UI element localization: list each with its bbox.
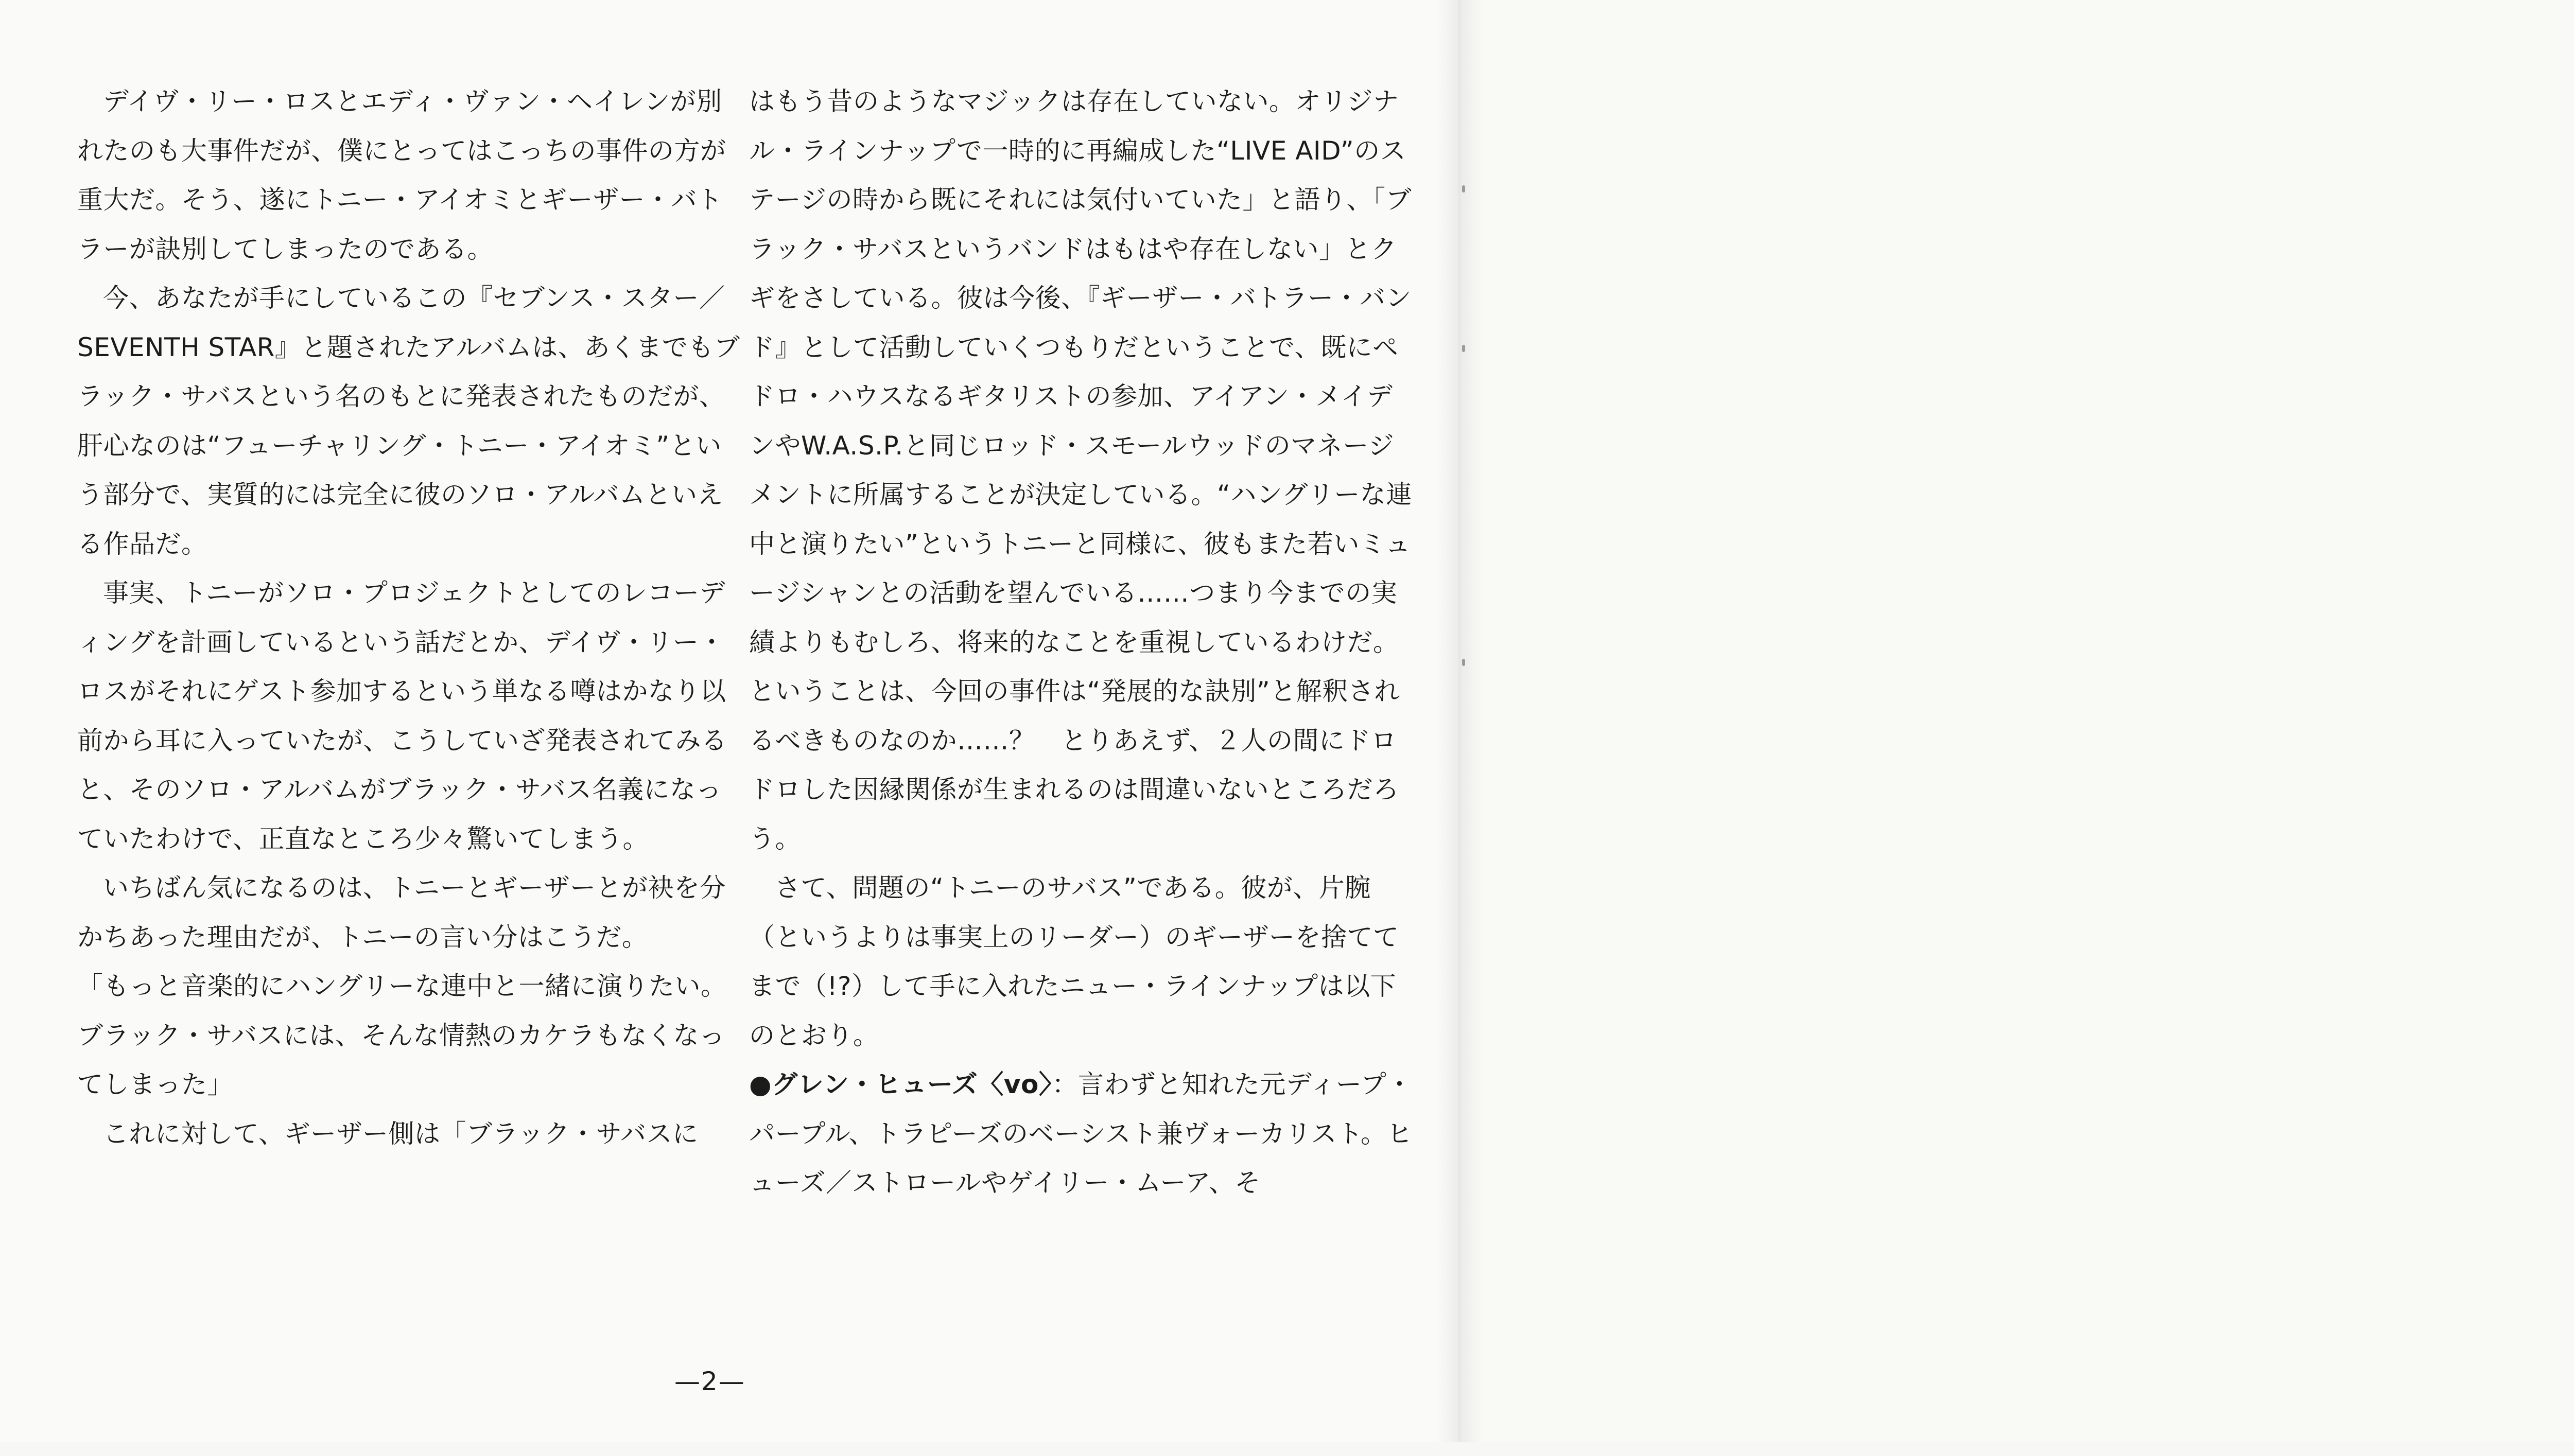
book-gutter-shadow [1436, 0, 1483, 1442]
continued-paragraph: はもう昔のようなマジックは存在していない。オリジナル・ラインナップで一時的に再編成した“LIVE AID”のステージの時から既にそれには気付いていた」と語り、「ブラック・サバスというバンドはもはや存在しない」とクギをさしている。彼は今後、『ギーザー・バトラー・バンド』として活動していくつもりだということで、既にペドロ・ハウスなるギタリストの参加、アイアン・メイデンやW.A.S.P.と同じロッド・スモールウッドのマネージメントに所属することが決定している。“ハングリーな連中と演りたい”というトニーと同様に、彼もまた若いミュージシャンとの活動を望んでいる……つまり今までの実績よりもむしろ、将来的なことを重視しているわけだ。ということは、今回の事件は“発展的な訣別”と解釈されるべきものなのか……？ とりあえず、２人の間にドロドロした因縁関係が生まれるのは間違いないところだろう。 [749, 86, 1412, 854]
text-column-2 [749, 77, 1413, 1208]
paragraph: 今、あなたが手にしているこの『セブンス・スター／SEVENTH STAR』と題されたアルバムは、あくまでもブラック・サバスという名のもとに発表されたものだが、肝心なのは“フューチャリング・トニー・アイオミ”という部分で、実質的には完全に彼のソロ・アルバムといえる作品だ。 [77, 283, 740, 559]
member-name: ●グレン・ヒューズ〈vo〉 [749, 1069, 1052, 1099]
paragraph: いちばん気になるのは、トニーとギーザーとが袂を分かちあった理由だが、トニーの言い分はこうだ。 [77, 873, 726, 952]
paragraph: 事実、トニーがソロ・プロジェクトとしてのレコーディングを計画しているという話だとか、デイヴ・リー・ロスがそれにゲスト参加するという単なる噂はかなり以前から耳に入っていたが、こうしていざ発表されてみると、そのソロ・アルバムがブラック・サバス名義になっていたわけで、正直なところ少々驚いてしまう。 [77, 578, 727, 854]
member-entry [749, 1060, 1413, 1208]
paragraph: デイヴ・リー・ロスとエディ・ヴァン・ヘイレンが別れたのも大事件だが、僕にとってはこっちの事件の方が重大だ。そう、遂にトニー・アイオミとギーザー・バトラーが訣別してしまったのである。 [77, 86, 726, 264]
binding-mark [1462, 185, 1465, 192]
binding-mark [1462, 345, 1465, 352]
member-description: ：言わずと知れた元ディープ・パープル、トラピーズのベーシスト兼ヴォーカリスト。ヒューズ／ストロールやゲイリー・ムーア、そ [749, 1069, 1413, 1198]
binding-mark [1462, 659, 1465, 666]
quote-paragraph: 「もっと音楽的にハングリーな連中と一緒に演りたい。ブラック・サバスには、そんな情熱のカケラもなくなってしまった」 [77, 971, 727, 1099]
page-right [1459, 0, 2574, 1442]
paragraph: これに対して、ギーザー側は「ブラック・サバスに [103, 1118, 699, 1149]
page-number-2: —2— [674, 1366, 745, 1396]
paragraph: さて、問題の“トニーのサバス”である。彼が、片腕（というよりは事実上のリーダー）のギーザーを捨ててまで（!?）して手に入れたニュー・ラインナップは以下のとおり。 [749, 873, 1399, 1050]
text-column-1 [77, 77, 741, 1159]
